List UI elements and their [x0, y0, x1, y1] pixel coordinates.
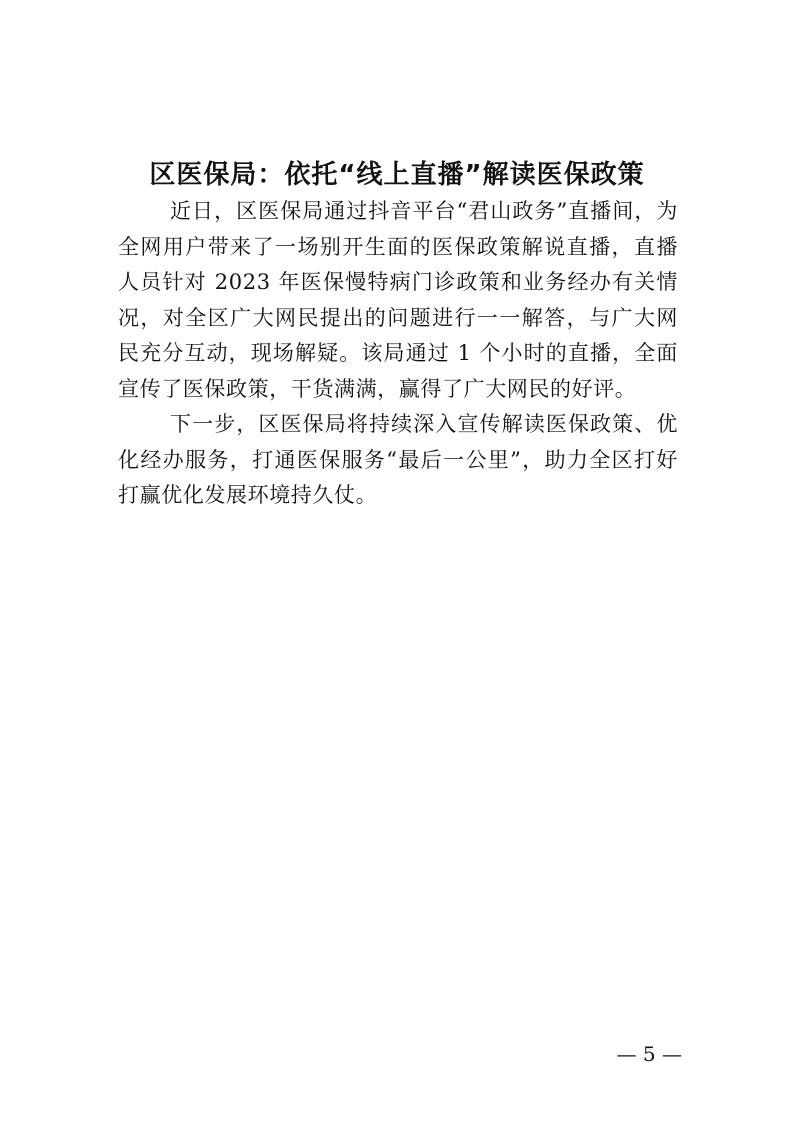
paragraph-1: 近日，区医保局通过抖音平台“君山政务”直播间，为全网用户带来了一场别开生面的医保政策解说直播，直播人员针对 2023 年医保慢特病门诊政策和业务经办有关情况，对全区广大网民提出的问题进行一一解答，与广大网民充分互动，现场解疑。该局通过 1 个小时的直播，全面宣传了医保政策，干货满满，赢得了广大网民的好评。: [118, 199, 678, 401]
article-body: [118, 194, 678, 514]
page-number: — 5 —: [616, 1042, 682, 1066]
page-title: 区医保局：依托“线上直播”解读医保政策: [149, 160, 645, 191]
paragraph-2: 下一步，区医保局将持续深入宣传解读医保政策、优化经办服务，打通医保服务“最后一公里”，助力全区打好打赢优化发展环境持久仗。: [118, 412, 678, 507]
